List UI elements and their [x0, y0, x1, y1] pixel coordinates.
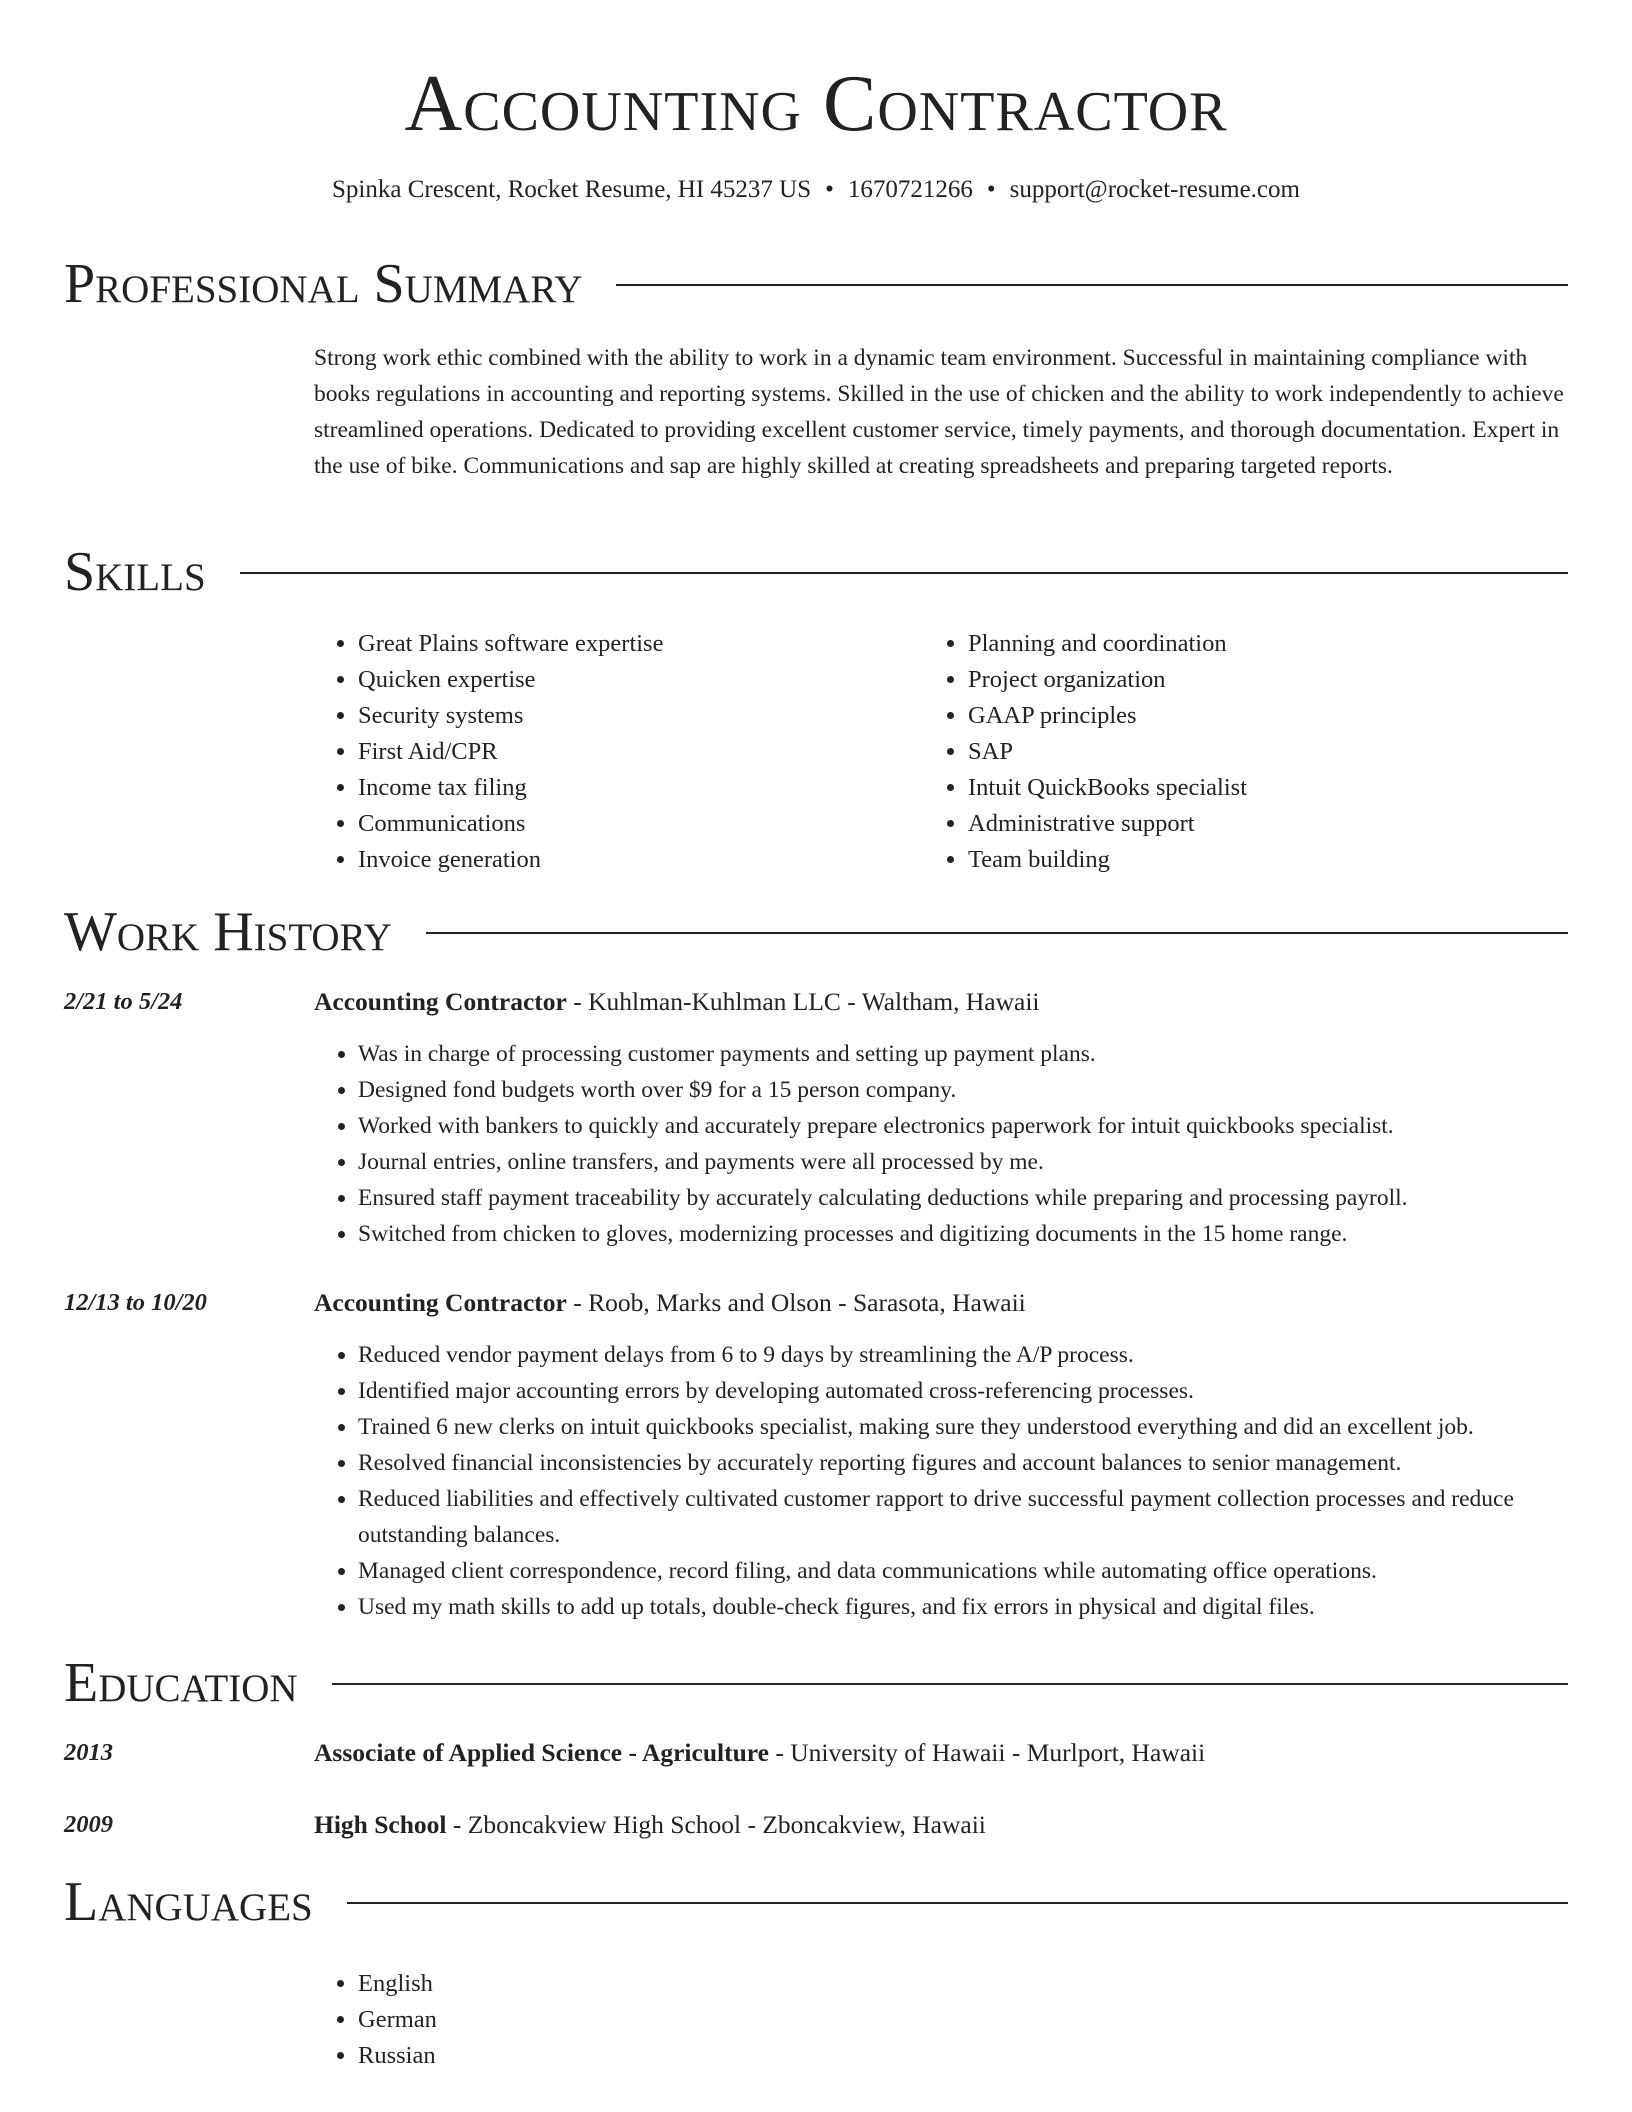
languages-section-header [64, 1870, 1568, 1934]
skill-item: • Project organization [968, 662, 1247, 698]
languages-list [314, 1966, 437, 2074]
skill-item: • Great Plains software expertise [358, 626, 663, 662]
section-divider [426, 932, 1568, 934]
job-bullet: • Reduced liabilities and effectively cultivated customer rapport to drive successful payment collection processes and reduce outstanding balances. [358, 1481, 1574, 1553]
work-section-header [64, 900, 1568, 964]
job-role: Accounting Contractor [314, 1288, 567, 1317]
job-role: Accounting Contractor [314, 987, 567, 1016]
skill-item: • Planning and coordination [968, 626, 1247, 662]
education-section-header [64, 1651, 1568, 1715]
section-divider [332, 1683, 1568, 1685]
job-bullet: • Switched from chicken to gloves, modernizing processes and digitizing documents in the 15 home range. [358, 1216, 1574, 1252]
job-bullet: • Reduced vendor payment delays from 6 to 9 days by streamlining the A/P process. [358, 1337, 1574, 1373]
skill-item: • Intuit QuickBooks specialist [968, 770, 1247, 806]
job-employer: - Kuhlman-Kuhlman LLC - Waltham, Hawaii [566, 987, 1040, 1016]
job-bullet: • Trained 6 new clerks on intuit quickbooks specialist, making sure they understood everything and did an excellent job. [358, 1409, 1574, 1445]
languages-section-title: Languages [64, 1871, 313, 1933]
skills-column-left [314, 626, 663, 878]
contact-email: support@rocket-resume.com [1009, 176, 1300, 203]
job-bullet: • Worked with bankers to quickly and accurately prepare electronics paperwork for intuit quickbooks specialist. [358, 1108, 1574, 1144]
skill-item: • GAAP principles [968, 698, 1247, 734]
job-dates: 2/21 to 5/24 [64, 988, 183, 1015]
skill-item: • Communications [358, 806, 663, 842]
job-employer: - Roob, Marks and Olson - Sarasota, Hawaii [566, 1288, 1026, 1317]
education-year: 2009 [64, 1811, 113, 1838]
section-divider [347, 1902, 1568, 1904]
work-section-title: Work History [64, 901, 392, 963]
skills-section-title: Skills [64, 541, 206, 603]
language-item: • German [358, 2002, 437, 2038]
job-bullet: • Journal entries, online transfers, and payments were all processed by me. [358, 1144, 1574, 1180]
education-year: 2013 [64, 1739, 113, 1766]
job-bullet: • Ensured staff payment traceability by accurately calculating deductions while preparing and processing payroll. [358, 1180, 1574, 1216]
skill-item: • First Aid/CPR [358, 734, 663, 770]
skill-item: • SAP [968, 734, 1247, 770]
skill-item: • Security systems [358, 698, 663, 734]
education-degree: High School [314, 1810, 447, 1839]
education-school: - Zboncakview High School - Zboncakview, Hawaii [446, 1810, 986, 1839]
job-bullet: • Designed fond budgets worth over $9 for a 15 person company. [358, 1072, 1574, 1108]
skill-item: • Quicken expertise [358, 662, 663, 698]
resume-name: Accounting Contractor [404, 60, 1228, 148]
education-entry [314, 1807, 1574, 1843]
contact-separator: • [825, 176, 834, 203]
job-bullets [314, 1337, 1574, 1625]
skill-item: • Invoice generation [358, 842, 663, 878]
job-bullets [314, 1036, 1574, 1252]
job-bullet: • Used my math skills to add up totals, double-check figures, and fix errors in physical and digital files. [358, 1589, 1574, 1625]
job-bullet: • Managed client correspondence, record filing, and data communications while automating office operations. [358, 1553, 1574, 1589]
skill-item: • Income tax filing [358, 770, 663, 806]
skill-item: • Administrative support [968, 806, 1247, 842]
education-school: - University of Hawaii - Murlport, Hawaii [768, 1738, 1206, 1767]
job-bullet: • Was in charge of processing customer payments and setting up payment plans. [358, 1036, 1574, 1072]
summary-text: Strong work ethic combined with the ability to work in a dynamic team environment. Successful in maintaining compliance with books regulations in accounting and reporting systems. Skilled in the use of chicken and the ability to work independently to achieve streamlined operations. Dedicated to providing excellent customer service, timely payments, and thorough documentation. Expert in the use of bike. Communications and sap are highly skilled at creating spreadsheets and preparing targeted reports. [314, 345, 1564, 479]
skill-item: • Team building [968, 842, 1247, 878]
education-section-title: Education [64, 1652, 298, 1714]
skills-column-right [924, 626, 1247, 878]
job-bullet: • Resolved financial inconsistencies by accurately reporting figures and account balances to senior management. [358, 1445, 1574, 1481]
education-degree: Associate of Applied Science - Agriculture [314, 1738, 769, 1767]
education-entry [314, 1735, 1574, 1771]
job-heading [314, 1285, 1574, 1321]
job-dates: 12/13 to 10/20 [64, 1289, 207, 1316]
contact-line [0, 172, 1632, 208]
job-heading [314, 984, 1574, 1020]
skills-section-header [64, 540, 1568, 604]
summary-section-title: Professional Summary [64, 253, 583, 315]
language-item: • Russian [358, 2038, 437, 2074]
contact-address: Spinka Crescent, Rocket Resume, HI 45237 US [332, 176, 812, 203]
summary-section-header [64, 252, 1568, 316]
contact-phone: 1670721266 [847, 176, 973, 203]
contact-separator: • [986, 176, 996, 203]
section-divider [616, 284, 1568, 286]
language-item: • English [358, 1966, 437, 2002]
job-bullet: • Identified major accounting errors by developing automated cross-referencing processes. [358, 1373, 1574, 1409]
section-divider [240, 572, 1568, 574]
